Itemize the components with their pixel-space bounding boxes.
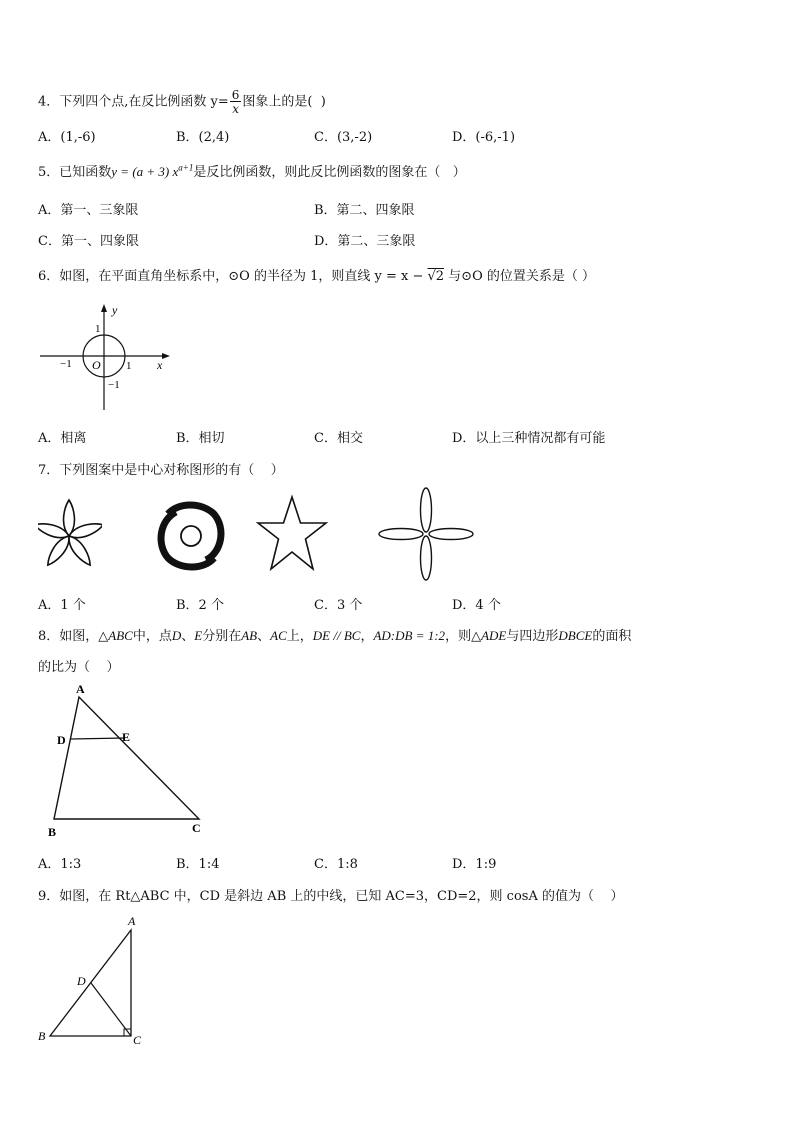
q7-option-c: C．3 个 (314, 598, 363, 613)
q6-option-b: B．相切 (176, 431, 225, 446)
q8-text-g: 分别在 (202, 629, 242, 644)
question-7: 7．下列图案中是中心对称图形的有（ ） (38, 463, 284, 478)
q9-label-a: A (128, 914, 136, 928)
q6-tick-neg1-bottom: −1 (108, 379, 120, 391)
q4-prefix: 4．下列四个点,在反比例函数 y= (38, 94, 229, 110)
q5-option-c: C．第一、四象限 (38, 234, 139, 249)
q6-prefix: 6．如图，在平面直角坐标系中，⊙O 的半径为 1，则直线 y = x − (38, 269, 428, 284)
question-5 (38, 161, 466, 180)
question-8-line-2: 的比为（ ） (38, 660, 120, 675)
q5-formula: y = (a + 3) x (111, 164, 179, 179)
q6-figure-coordinate-circle (36, 300, 176, 412)
q8-label-e: E (122, 730, 131, 744)
question-4 (38, 89, 326, 115)
q5-option-a: A．第一、三象限 (38, 203, 139, 218)
q7-option-d: D．4 个 (452, 598, 501, 613)
q8-text-i: 、 (257, 629, 271, 644)
q6-y-label: y (112, 303, 118, 317)
q6-origin-label: O (92, 358, 101, 372)
q8-text-c: 中，点 (132, 629, 172, 644)
q8-text-d: D (171, 628, 182, 643)
q6-tick-1-right: 1 (126, 360, 132, 372)
q7-figure-flower (38, 497, 102, 575)
q7-figure-cross-petals (376, 486, 476, 582)
q8-text-p: △ADE (471, 628, 507, 643)
q8-text-o: ，则 (445, 629, 472, 644)
q4-frac-den: x (232, 102, 239, 116)
q8-option-d: D．1:9 (452, 857, 497, 872)
q6-sqrt: √2 (427, 269, 445, 284)
q8-text-q: 与四边形 (506, 629, 559, 644)
q8-label-c: C (192, 821, 201, 835)
q8-text-e: 、 (181, 629, 195, 644)
q6-suffix: 与⊙O 的位置关系是（ ） (444, 269, 595, 284)
q8-text-h: AB (241, 628, 258, 643)
q4-suffix: 图象上的是( ) (242, 94, 326, 110)
q4-fraction (230, 89, 242, 115)
q8-option-c: C．1:8 (314, 857, 358, 872)
q4-option-a: A．(1,-6) (38, 130, 96, 145)
q4-frac-num: 6 (231, 88, 240, 102)
q8-text-l: DE // BC (312, 628, 361, 643)
q8-text-f: E (194, 628, 203, 643)
q5-exponent: a+1 (178, 162, 194, 173)
q9-figure-right-triangle (34, 910, 154, 1050)
q8-label-b: B (48, 825, 57, 839)
q8-text-r: DBCE (558, 628, 593, 643)
q8-figure-triangle (44, 680, 214, 840)
q7-figure-star (256, 494, 328, 574)
q7-option-a: A．1 个 (38, 598, 86, 613)
q7-option-b: B．2 个 (176, 598, 224, 613)
q4-option-d: D．(-6,-1) (452, 130, 516, 145)
q9-label-c: C (133, 1033, 142, 1047)
q7-figure-swirl (156, 500, 226, 572)
q8-text-a: 8．如图， (38, 629, 99, 644)
q8-label-a: A (76, 682, 85, 696)
q5-suffix: 是反比例函数，则此反比例函数的图象在（ ） (193, 165, 466, 180)
q8-label-d: D (57, 733, 66, 747)
q6-option-d: D．以上三种情况都有可能 (452, 431, 606, 446)
q6-tick-1-top: 1 (95, 323, 101, 335)
q4-option-b: B．(2,4) (176, 130, 230, 145)
q6-option-c: C．相交 (314, 431, 363, 446)
q8-text-m: ， (360, 629, 374, 644)
q9-label-b: B (38, 1029, 46, 1043)
q8-option-a: A．1:3 (38, 857, 82, 872)
q8-option-b: B．1:4 (176, 857, 220, 872)
q4-option-c: C．(3,-2) (314, 130, 373, 145)
q8-text-j: AC (270, 628, 287, 643)
q6-option-a: A．相离 (38, 431, 87, 446)
q8-text-s: 的面积 (592, 629, 632, 644)
q8-text-b: △ABC (98, 628, 133, 643)
q8-text-k: 上， (286, 629, 313, 644)
q8-text-n: AD:DB = 1:2 (373, 628, 446, 643)
question-6 (38, 265, 595, 284)
q6-tick-neg1-left: −1 (60, 358, 72, 370)
q5-prefix: 5．已知函数 (38, 165, 112, 180)
question-8-line-1 (38, 625, 631, 644)
q9-label-d: D (77, 974, 86, 988)
q5-option-b: B．第二、四象限 (314, 203, 415, 218)
q6-x-label: x (157, 358, 163, 372)
q5-option-d: D．第二、三象限 (314, 234, 416, 249)
question-9: 9．如图，在 Rt△ABC 中，CD 是斜边 AB 上的中线，已知 AC=3，CD=2，则 cosA 的值为（ ） (38, 889, 624, 904)
